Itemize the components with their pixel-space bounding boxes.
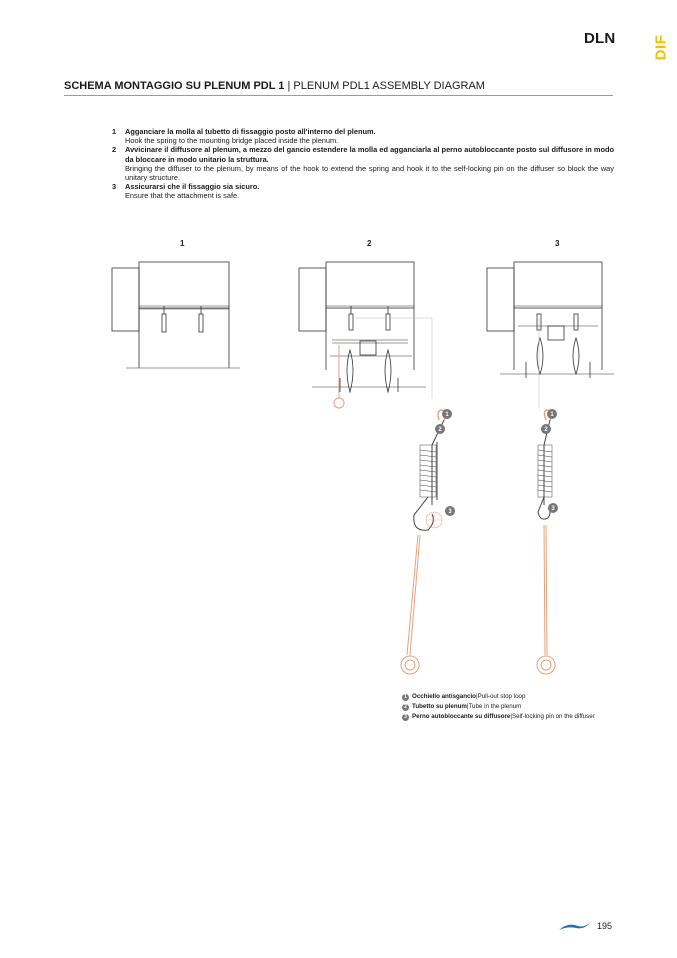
callout-badges (435, 409, 558, 516)
legend-sep: | (466, 703, 469, 710)
page-number: 195 (597, 921, 613, 931)
section-tab-label: DIF (652, 34, 670, 61)
title-it: SCHEMA MONTAGGIO SU PLENUM PDL 1 (64, 80, 285, 92)
figure-label-2: 2 (367, 239, 372, 248)
callout-1-fig2: 1 (445, 412, 449, 418)
figure-2-plenum (299, 262, 426, 392)
diagram-legend (402, 692, 595, 722)
figure-label-3: 3 (555, 239, 560, 248)
figure-label-1: 1 (180, 239, 185, 248)
legend-badge: 2 (402, 704, 409, 711)
callout-3-fig3: 3 (551, 506, 555, 512)
step-number: 2 (112, 145, 117, 155)
step-text-en: Bringing the diffuser to the plenum, by means of the hook to extend the spring and hook it to the self-locking pin on the diffuser so block the way unitary structure. (125, 163, 614, 183)
step-text-en: Ensure that the attachment is safe. (125, 191, 240, 201)
figure-3-plenum (487, 262, 614, 378)
step-text-en: Hook the spring to the mounting bridge placed inside the plenum. (125, 136, 339, 146)
legend-badge: 3 (402, 714, 409, 721)
legend-badge: 1 (402, 694, 409, 701)
callout-2-fig2: 2 (438, 427, 442, 433)
legend-item (402, 712, 595, 722)
legend-en: Pull-out stop loop (477, 693, 526, 700)
step-number: 3 (112, 182, 117, 192)
callout-1-fig3: 1 (550, 412, 554, 418)
figure-2-hook (334, 318, 539, 408)
legend-it: Perno autobloccante su diffusore (412, 713, 511, 720)
legend-sep: | (510, 713, 512, 720)
title-en: PLENUM PDL1 ASSEMBLY DIAGRAM (293, 80, 485, 92)
spring-detail-3 (537, 410, 555, 674)
step-text-it: Assicurarsi che il fissaggio sia sicuro. (125, 182, 260, 192)
legend-sep: | (475, 693, 478, 700)
step-text-it: Agganciare la molla al tubetto di fissaggio posto all'interno del plenum. (125, 127, 376, 136)
step-number: 1 (112, 127, 117, 136)
figure-1-plenum (112, 262, 240, 368)
callout-2-fig3: 2 (544, 427, 548, 433)
title-separator: | (284, 80, 294, 92)
callout-3-fig2: 3 (448, 509, 452, 515)
legend-item (402, 702, 595, 712)
step-text-it: Avvicinare il diffusore al plenum, a mezzo del gancio estendere la molla ed agganciarla al perno autobloccante posto sul diffusore in modo da bloccare in modo unitario la struttura. (125, 145, 614, 164)
legend-item (402, 692, 595, 702)
legend-en: Tube in the plenum (468, 703, 522, 710)
brand-wave-logo-icon (558, 920, 592, 932)
legend-en: Self-locking pin on the diffuser (511, 713, 595, 720)
spring-detail-2 (401, 410, 446, 674)
legend-it: Occhiello antisgancio (412, 693, 476, 700)
legend-it: Tubetto su plenum (412, 703, 467, 710)
brand-name: DLN (584, 30, 616, 47)
